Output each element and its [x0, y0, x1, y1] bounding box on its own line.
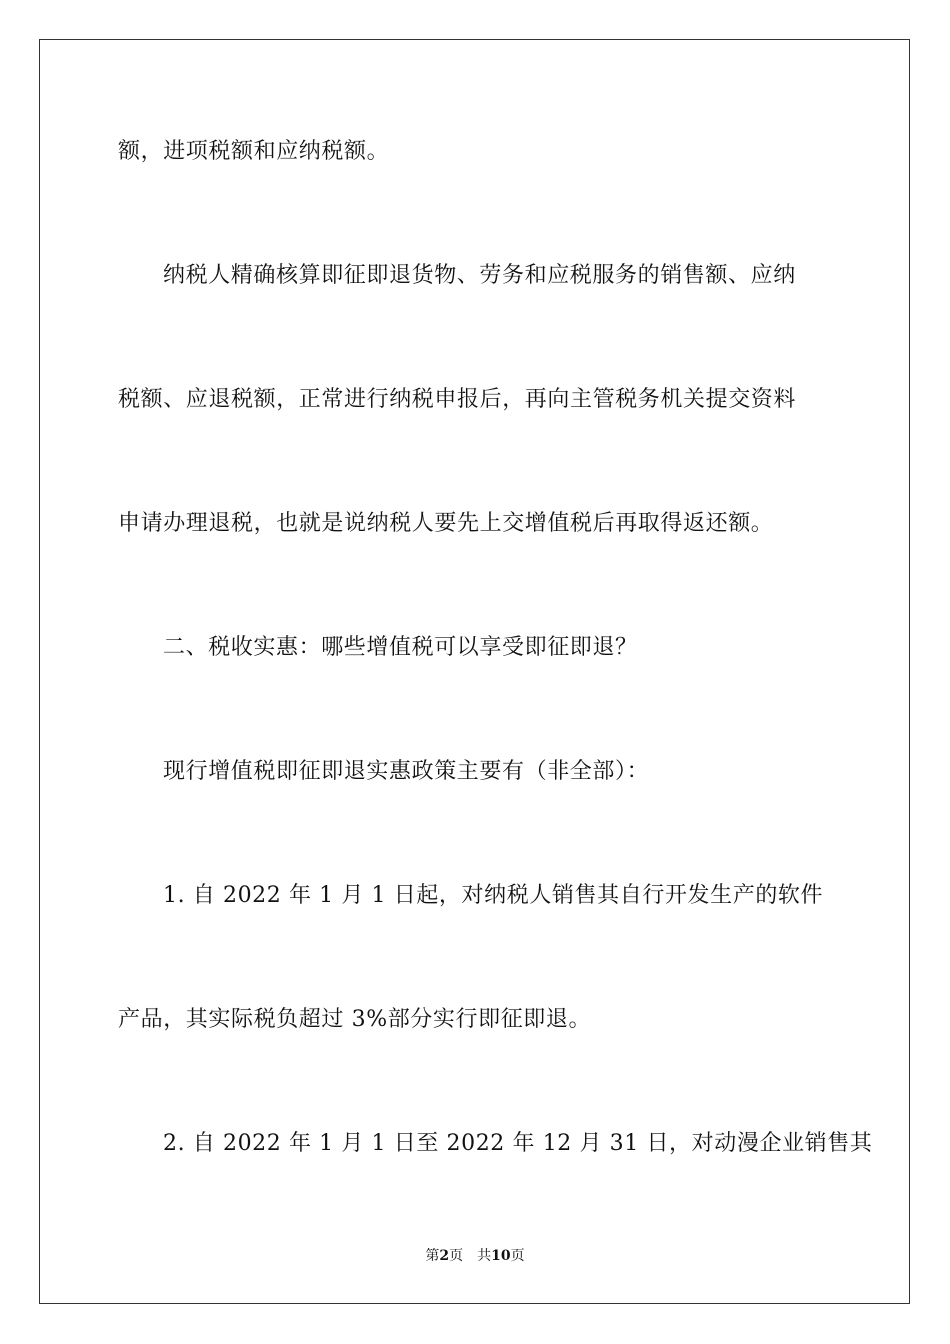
page-frame [39, 39, 910, 1304]
footer-suffix: 页 [510, 1248, 525, 1264]
footer-prefix: 第 [425, 1248, 440, 1264]
current-page-number: 2 [439, 1248, 450, 1264]
text-line-6: 现行增值税即征即退实惠政策主要有（非全部）： [163, 759, 650, 784]
text-line-3: 税额、应退税额，正常进行纳税申报后，再向主管税务机关提交资料 [118, 387, 797, 412]
footer-mid: 页 共 [449, 1248, 492, 1264]
total-pages-number: 10 [491, 1248, 511, 1264]
text-line-1: 额，进项税额和应纳税额。 [118, 139, 390, 164]
text-line-7: 1. 自 2022 年 1 月 1 日起，对纳税人销售其自行开发生产的软件 [163, 883, 824, 908]
page-footer [0, 1247, 950, 1265]
text-line-4: 申请办理退税，也就是说纳税人要先上交增值税后再取得返还额。 [118, 511, 774, 536]
text-line-9: 2. 自 2022 年 1 月 1 日至 2022 年 12 月 31 日，对动漫企业销售其 [163, 1131, 873, 1156]
text-line-8: 产品，其实际税负超过 3%部分实行即征即退。 [118, 1007, 592, 1032]
text-line-2: 纳税人精确核算即征即退货物、劳务和应税服务的销售额、应纳 [163, 263, 796, 288]
section-heading: 二、税收实惠：哪些增值税可以享受即征即退？ [163, 635, 638, 660]
